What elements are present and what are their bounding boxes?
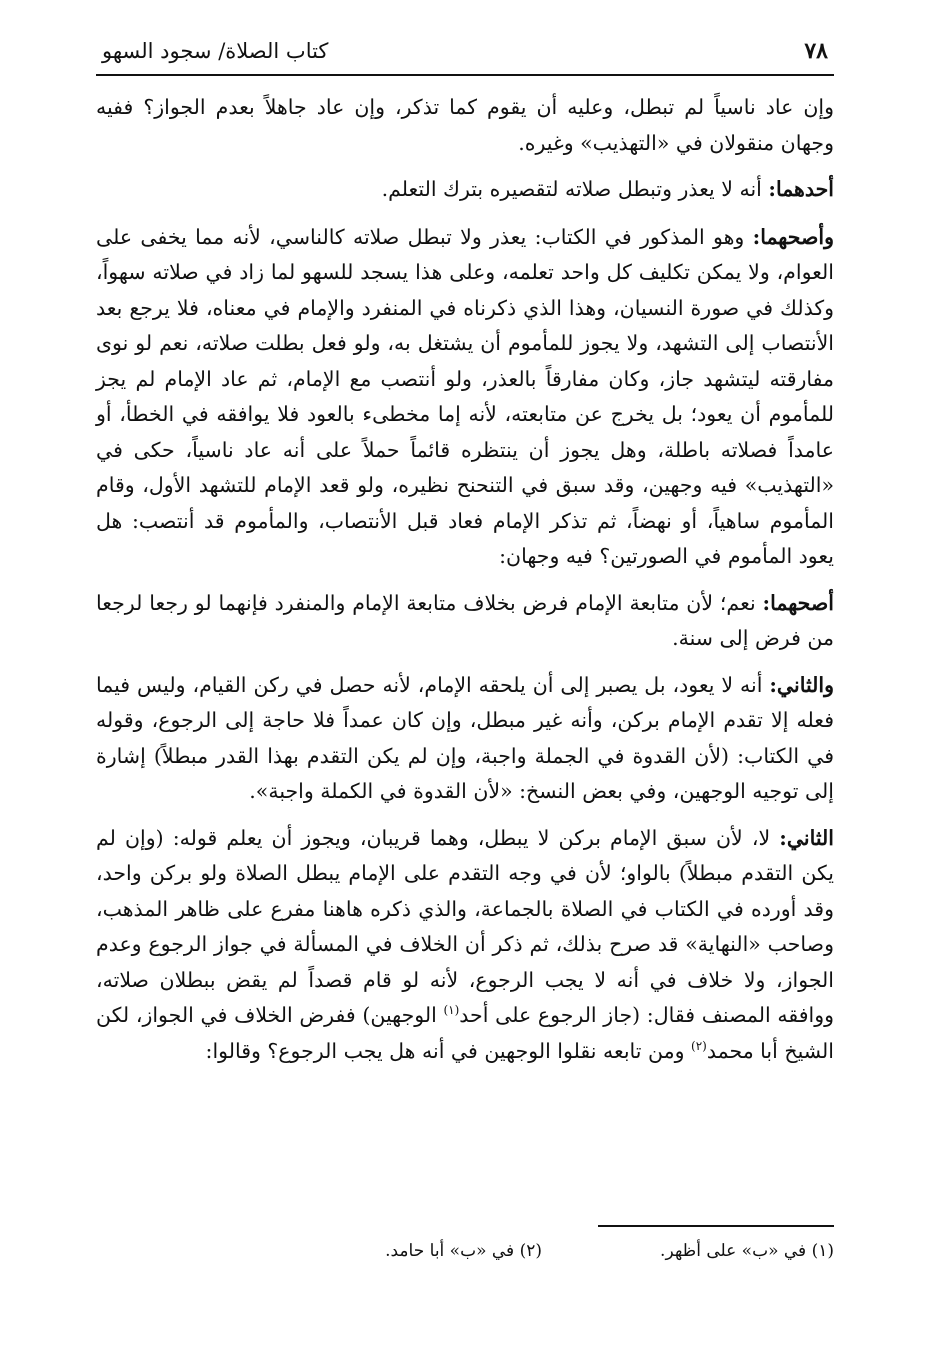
footnote-ref-1[interactable]: (١) [443,1003,460,1018]
page-number: ٧٨ [804,38,828,64]
paragraph-5 [96,668,834,810]
paragraph-lead: وأصحهما: [752,224,834,249]
paragraph-text: لا، لأن سبق الإمام بركن لا يبطل، وهما قريبان، ويجوز أن يعلم قوله: (وإن لم يكن التقدم مبطلاً) بالواو؛ لأن في وجه التقدم على الإمام يبطل الصلاة ولو بركن واحد، وقد أورده في الكتاب في الصلاة بالجماعة، والذي ذكره هاهنا مفرع على ظاهر المذهب، وصاحب «النهاية» قد صرح بذلك، ثم ذكر أن الخلاف في المسألة في جواز الرجوع وعدم الجواز، ولا خلاف في أنه لا يجب الرجوع، لأنه لو قام قصداً لم يقض ببطلان صلاته، ووافقه المصنف فقال: (جاز الرجوع على أحد [96,825,835,1027]
paragraph-text: أنه لا يعذر وتبطل صلاته لتقصيره بترك التعلم. [381,177,769,201]
paragraph-text: ومن تابعه نقلوا الوجهين في أنه هل يجب الرجوع؟ وقالوا: [205,1038,692,1063]
paragraph-lead: والثاني: [769,672,834,697]
footnote-2: (٢) في «ب» أبا حامد. [385,1241,542,1261]
paragraph-lead: أصحهما: [762,590,834,615]
paragraph-6 [96,821,834,1070]
paragraph-text: وإن عاد ناسياً لم تبطل، وعليه أن يقوم كما تذكر، وإن عاد جاهلاً بعدم الجواز؟ ففيه وجهان منقولان في «التهذيب» وغيره. [96,95,834,155]
paragraph-1 [96,90,834,161]
paragraph-text: نعم؛ لأن متابعة الإمام فرض بخلاف متابعة الإمام والمنفرد فإنهما لو رجعا لرجعا من فرض إلى سنة. [96,590,834,650]
paragraph-text: وهو المذكور في الكتاب: يعذر ولا تبطل صلاته كالناسي، لأنه مما يخفى على العوام، ولا يمكن تكليف كل واحد تعلمه، وعلى هذا يسجد للسهو لما زاد في صلاته سهواً، وكذلك في صورة النسيان، وهذا الذي ذكرناه في المنفرد والإمام في معناه، فلا يرجع بعد الأنتصاب إلى التشهد، ولا يجوز للمأموم أن يشتغل به، ولو فعل بطلت صلاته، نعم لو نوى مفارقته ليتشهد جاز، وكان مفارقاً بالعذر، ولو أنتصب مع الإمام، ثم عاد الإمام لم يجز للمأموم أن يعود؛ بل يخرج عن متابعته، لأنه إما مخطىء بالعود فلا يوافقه في الخطأ، أو عامداً فصلاته باطلة، وهل يجوز أن ينتظره قائماً حملاً على أنه عاد ناسياً، حكى في «التهذيب» فيه وجهين، وقد سبق في التنحنح نظيره، ولو قعد الإمام للتشهد الأول، وقام المأموم ساهياً، أو نهضاً، ثم تذكر الإمام فعاد قبل الأنتصاب، والمأموم قد أنتصب: هل يعود المأموم في الصورتين؟ فيه وجهان: [96,224,834,568]
paragraph-text: أنه لا يعود، بل يصبر إلى أن يلحقه الإمام، لأنه حصل في ركن القيام، وليس فيما فعله إلا تقدم الإمام بركن، وأنه غير مبطل، وإن كان عمداً فلا حاجة إلى الرجوع، وقوله في الكتاب: (لأن القدوة في الجملة واجبة، وإن لم يكن التقدم بهذا القدر مبطلاً) إشارة إلى توجيه الوجهين، وفي بعض النسخ: «لأن القدوة في الكملة واجبة». [96,672,834,803]
page-header [96,38,834,76]
paragraph-lead: أحدهما: [768,177,834,201]
paragraph-text: الوجهين) ففرض الخلاف في الجواز، لكن الشيخ أبا محمد [96,1003,834,1063]
paragraph-2 [96,172,834,208]
footnote-ref-2[interactable]: (٢) [691,1038,707,1053]
paragraph-3 [96,220,834,575]
footnote-1: (١) في «ب» على أظهر. [660,1241,834,1261]
paragraph-4 [96,586,834,657]
footnotes [250,1238,834,1264]
footnote-divider [598,1225,834,1227]
paragraph-lead: الثاني: [779,825,834,850]
page-body [96,76,834,1069]
running-title: كتاب الصلاة/ سجود السهو [102,39,329,63]
